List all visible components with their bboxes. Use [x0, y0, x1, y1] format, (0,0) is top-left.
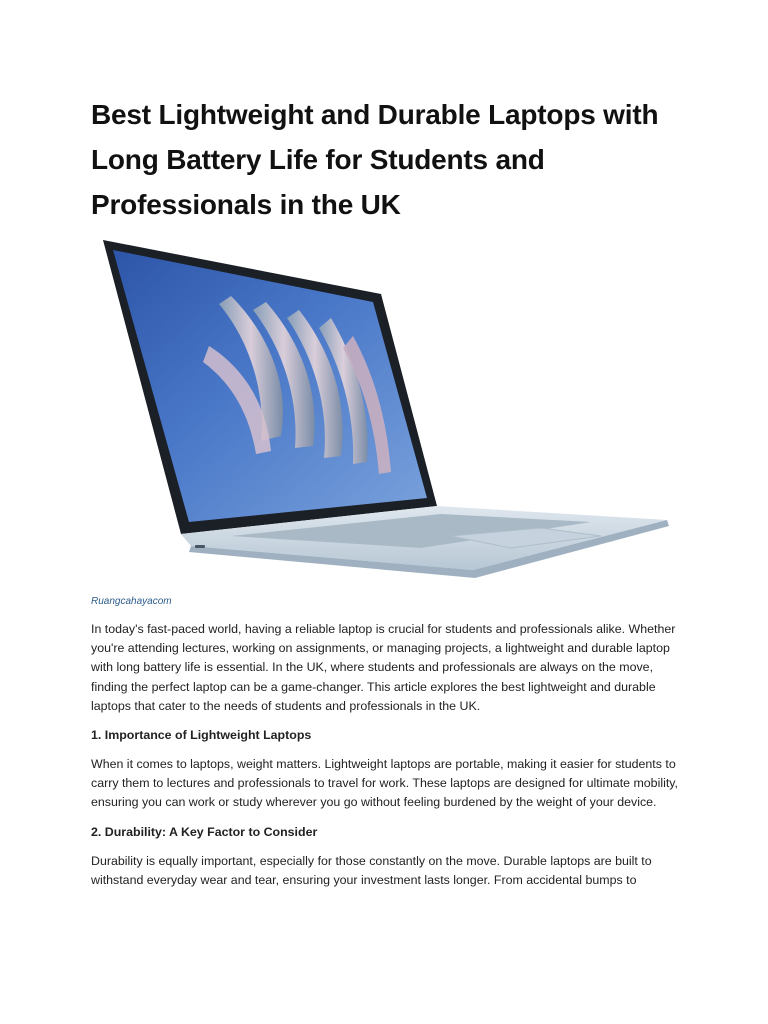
intro-paragraph: In today's fast-paced world, having a reliable laptop is crucial for students and professionals alike. Whether you're attending lectures, working on assignments, or managing projects, a lightweight and durable laptop with long battery life is essential. In the UK, where students and professionals are always on the move, finding the perfect laptop can be a game-changer. This article explores the best lightweight and durable laptops that cater to the needs of students and professionals in the UK. — [91, 622, 676, 713]
article-body — [91, 620, 681, 900]
usb-port-icon — [195, 545, 205, 548]
section-heading: 2. Durability: A Key Factor to Consider — [91, 824, 318, 839]
section-paragraph: When it comes to laptops, weight matters. Lightweight laptops are portable, making it easier for students to carry them to lectures and professionals to travel for work. These laptops are designed for ultimate mobility, ensuring you can work or study wherever you go without feeling burdened by the weight of your device. — [91, 757, 678, 810]
image-caption: Ruangcahayacom — [91, 596, 172, 607]
article-title: Best Lightweight and Durable Laptops with Long Battery Life for Students and Professionals in the UK — [91, 99, 659, 220]
section-heading: 1. Importance of Lightweight Laptops — [91, 728, 312, 743]
section-paragraph: Durability is equally important, especially for those constantly on the move. Durable laptops are built to withstand everyday wear and tear, ensuring your investment lasts longer. From accidental bumps to — [91, 853, 652, 887]
laptop-image — [91, 236, 677, 580]
